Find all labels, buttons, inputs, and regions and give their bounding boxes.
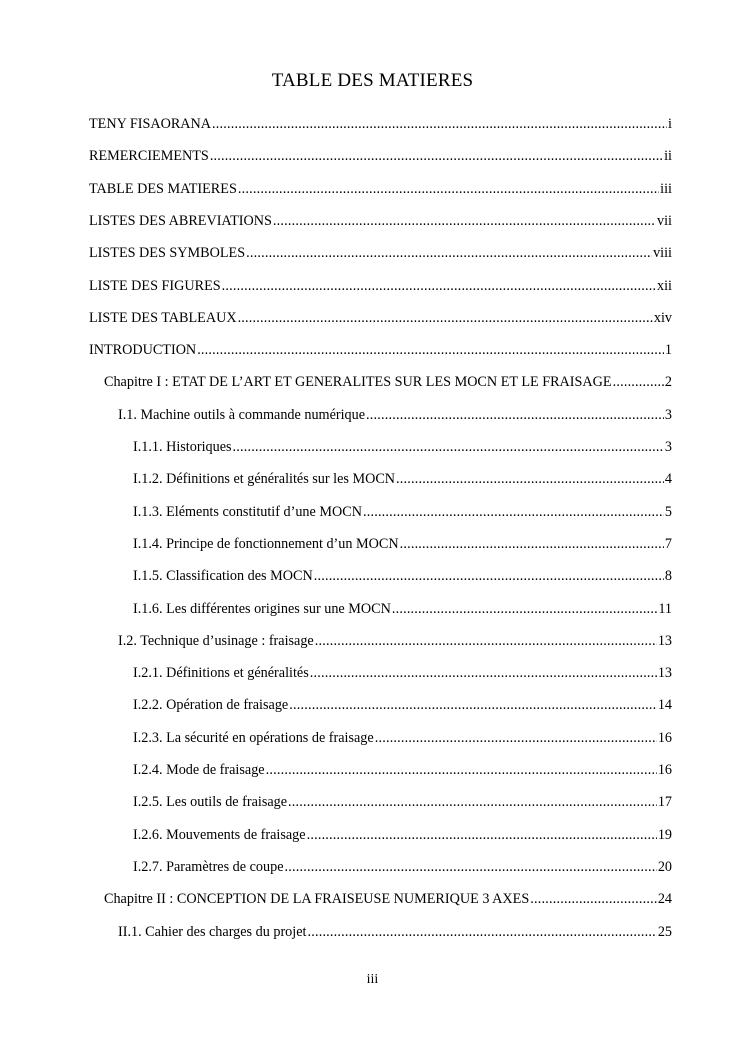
toc-entry[interactable] bbox=[89, 308, 672, 328]
toc-entry-page: 16 bbox=[657, 729, 672, 746]
toc-entry-page: 5 bbox=[664, 503, 672, 520]
toc-entry[interactable] bbox=[89, 114, 672, 134]
toc-dot-leader bbox=[273, 211, 656, 231]
toc-entry[interactable] bbox=[118, 922, 672, 942]
toc-dot-leader bbox=[307, 825, 657, 845]
toc-entry[interactable] bbox=[118, 631, 672, 651]
toc-entry[interactable] bbox=[89, 243, 672, 263]
toc-entry-page: ii bbox=[664, 148, 672, 165]
toc-entry[interactable] bbox=[133, 502, 672, 522]
toc-entry[interactable] bbox=[133, 728, 672, 748]
toc-entry[interactable] bbox=[133, 469, 672, 489]
page-title: TABLE DES MATIERES bbox=[271, 70, 474, 91]
toc-dot-leader bbox=[288, 792, 657, 812]
toc-entry-page: iii bbox=[660, 180, 672, 197]
toc-entry[interactable] bbox=[133, 663, 672, 683]
toc-entry[interactable] bbox=[104, 372, 672, 392]
toc-entry-label: LISTE DES FIGURES bbox=[89, 277, 221, 294]
toc-entry-page: 25 bbox=[657, 923, 672, 940]
toc-entry-page: xii bbox=[657, 277, 672, 294]
toc-dot-leader bbox=[400, 534, 664, 554]
toc-entry[interactable] bbox=[133, 534, 672, 554]
toc-entry-page: 7 bbox=[664, 535, 672, 552]
toc-entry-page: 14 bbox=[657, 697, 672, 714]
toc-entry-page: xiv bbox=[653, 309, 672, 326]
toc-entry-label: Chapitre I : ETAT DE L’ART ET GENERALITES SUR LES MOCN ET LE FRAISAGE bbox=[104, 374, 612, 391]
toc-entry-label: I.2.2. Opération de fraisage bbox=[133, 697, 289, 714]
toc-dot-leader bbox=[238, 308, 653, 328]
page-number: iii bbox=[366, 972, 379, 987]
toc-dot-leader bbox=[314, 566, 664, 586]
toc-entry-label: I.1.1. Historiques bbox=[133, 439, 232, 455]
toc-dot-leader bbox=[266, 760, 657, 780]
toc-dot-leader bbox=[233, 437, 664, 457]
toc-entry-label: LISTE DES TABLEAUX bbox=[89, 309, 237, 326]
toc-entry-label: I.2.1. Définitions et généralités bbox=[133, 665, 309, 682]
toc-entry-page: 20 bbox=[657, 858, 672, 875]
toc-entry-page: i bbox=[668, 116, 672, 132]
toc-entry-label: I.1.2. Définitions et généralités sur les MOCN bbox=[133, 471, 396, 488]
toc-entry-label: TABLE DES MATIERES bbox=[89, 180, 237, 197]
toc-entry[interactable] bbox=[89, 276, 672, 296]
toc-entry-label: I.1.5. Classification des MOCN bbox=[133, 568, 313, 585]
toc-entry[interactable] bbox=[104, 889, 672, 909]
toc-dot-leader bbox=[212, 114, 667, 134]
toc-dot-leader bbox=[238, 179, 659, 199]
toc-entry[interactable] bbox=[89, 211, 672, 231]
toc-entry[interactable] bbox=[89, 340, 672, 360]
toc-entry[interactable] bbox=[118, 405, 672, 425]
toc-dot-leader bbox=[396, 469, 664, 489]
toc-entry-label: I.2.4. Mode de fraisage bbox=[133, 762, 265, 778]
toc-entry[interactable] bbox=[133, 599, 672, 619]
toc-dot-leader bbox=[392, 599, 658, 619]
toc-entry-page: 19 bbox=[657, 826, 672, 843]
toc-entry-label: I.2.3. La sécurité en opérations de fraisage bbox=[133, 729, 374, 746]
toc-entry-label: I.2.6. Mouvements de fraisage bbox=[133, 826, 306, 843]
toc-entry-label: LISTES DES SYMBOLES bbox=[89, 245, 246, 262]
toc-dot-leader bbox=[210, 146, 663, 166]
toc-entry-label: REMERCIEMENTS bbox=[89, 148, 209, 165]
toc-entry-label: I.2.5. Les outils de fraisage bbox=[133, 794, 288, 811]
toc-entry-page: vii bbox=[657, 212, 672, 229]
toc-dot-leader bbox=[222, 276, 656, 296]
toc-dot-leader bbox=[315, 631, 657, 651]
toc-entry-label: I.2.7. Paramètres de coupe bbox=[133, 858, 284, 875]
toc-entry-page: 4 bbox=[664, 471, 672, 488]
toc-entry-label: II.1. Cahier des charges du projet bbox=[118, 923, 307, 940]
toc-entry-page: 11 bbox=[658, 600, 672, 617]
toc-entry-label: INTRODUCTION bbox=[89, 342, 197, 359]
toc-entry-page: 24 bbox=[657, 891, 672, 908]
toc-entry-page: viii bbox=[653, 245, 672, 262]
toc-entry-page: 13 bbox=[657, 632, 672, 649]
toc-entry-page: 13 bbox=[657, 665, 672, 682]
toc-dot-leader bbox=[363, 502, 664, 522]
toc-entry-page: 1 bbox=[664, 342, 672, 359]
toc-dot-leader bbox=[530, 889, 657, 909]
toc-entry[interactable] bbox=[133, 792, 672, 812]
toc-entry-label: I.2. Technique d’usinage : fraisage bbox=[118, 632, 314, 649]
toc-entry-label: I.1.3. Eléments constitutif d’une MOCN bbox=[133, 503, 362, 520]
toc-dot-leader bbox=[289, 695, 657, 715]
toc-entry-page: 2 bbox=[664, 374, 672, 391]
toc-entry[interactable] bbox=[133, 566, 672, 586]
toc-dot-leader bbox=[310, 663, 657, 683]
toc-entry[interactable] bbox=[133, 437, 672, 457]
toc-entry-label: Chapitre II : CONCEPTION DE LA FRAISEUSE NUMERIQUE 3 AXES bbox=[104, 891, 530, 908]
toc-entry[interactable] bbox=[133, 825, 672, 845]
toc-dot-leader bbox=[375, 728, 657, 748]
toc-entry[interactable] bbox=[89, 179, 672, 199]
toc-dot-leader bbox=[246, 243, 652, 263]
toc-dot-leader bbox=[366, 405, 664, 425]
toc-dot-leader bbox=[197, 340, 664, 360]
toc-entry-page: 17 bbox=[657, 794, 672, 811]
toc-entry-page: 8 bbox=[664, 568, 672, 585]
toc-entry[interactable] bbox=[133, 695, 672, 715]
toc-entry-page: 3 bbox=[664, 406, 672, 423]
toc-entry-page: 3 bbox=[664, 439, 672, 455]
toc-entry-page: 16 bbox=[657, 762, 672, 778]
toc-entry[interactable] bbox=[133, 760, 672, 780]
toc-dot-leader bbox=[307, 922, 656, 942]
toc-entry[interactable] bbox=[89, 146, 672, 166]
toc-entry[interactable] bbox=[133, 857, 672, 877]
toc-dot-leader bbox=[285, 857, 657, 877]
toc-entry-label: LISTES DES ABREVIATIONS bbox=[89, 212, 272, 229]
toc-entry-label: I.1. Machine outils à commande numérique bbox=[118, 406, 366, 423]
toc-entry-label: TENY FISAORANA bbox=[89, 116, 212, 132]
toc-dot-leader bbox=[613, 372, 664, 392]
toc-entry-label: I.1.4. Principe de fonctionnement d’un MOCN bbox=[133, 535, 399, 552]
toc-entry-label: I.1.6. Les différentes origines sur une MOCN bbox=[133, 600, 391, 617]
